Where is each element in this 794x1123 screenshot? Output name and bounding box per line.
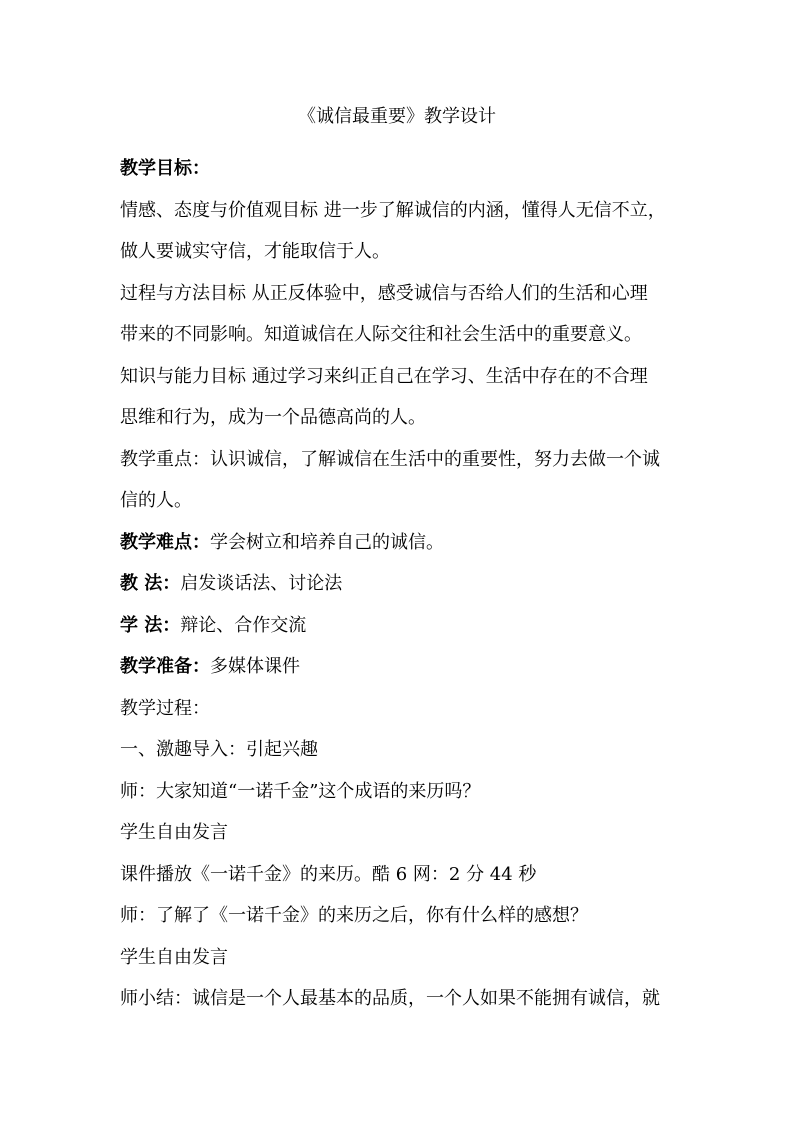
line-text: 学生自由发言 (120, 946, 228, 968)
line-text: 教学重点：认识诚信，了解诚信在生活中的重要性，努力去做一个诚 (120, 448, 660, 470)
line-text: 知识与能力目标 通过学习来纠正自己在学习、生活中存在的不合理 (120, 365, 648, 387)
line-heading: 教学目标： (120, 158, 210, 179)
line-text: 师：了解了《一诺千金》的来历之后，你有什么样的感想？ (120, 905, 588, 926)
paragraph-line (120, 937, 680, 979)
line-text: 师小结：诚信是一个人最基本的品质，一个人如果不能拥有诚信，就 (120, 988, 660, 1009)
paragraph-line (120, 729, 680, 771)
paragraph-line (120, 854, 680, 896)
paragraph-line (120, 314, 680, 356)
paragraph-line (120, 397, 680, 439)
line-text: 教学过程： (120, 697, 210, 719)
paragraph-line (120, 563, 680, 605)
paragraph-line (120, 273, 680, 315)
paragraph-line (120, 190, 680, 232)
paragraph-line (120, 895, 680, 937)
paragraph-line (120, 148, 680, 190)
paragraph-line (120, 771, 680, 813)
document-body (120, 148, 680, 1020)
line-text: 学生自由发言 (120, 822, 228, 843)
line-text: 信的人。 (120, 490, 192, 511)
line-text: 一、激趣导入：引起兴趣 (120, 739, 318, 760)
line-text: 课件播放《一诺千金》的来历。酷 6 网：2 分 44 秒 (120, 863, 537, 885)
line-heading: 教 法： (120, 573, 181, 594)
paragraph-line (120, 978, 680, 1020)
line-text: 过程与方法目标 从正反体验中，感受诚信与否给人们的生活和心理 (120, 282, 648, 304)
line-text: 思维和行为，成为一个品德高尚的人。 (120, 407, 426, 428)
paragraph-line (120, 522, 680, 564)
paragraph-line (120, 605, 680, 647)
paragraph-line (120, 688, 680, 730)
paragraph-line (120, 480, 680, 522)
line-heading: 教学准备： (120, 656, 210, 677)
line-text: 情感、态度与价值观目标 进一步了解诚信的内涵，懂得人无信不立， (120, 199, 666, 221)
line-text: 做人要诚实守信，才能取信于人。 (120, 241, 390, 262)
line-text: 启发谈话法、讨论法 (180, 573, 343, 594)
paragraph-line (120, 439, 680, 481)
paragraph-line (120, 646, 680, 688)
paragraph-line (120, 356, 680, 398)
document-title: 《诚信最重要》教学设计 (298, 106, 496, 127)
line-text: 多媒体课件 (210, 656, 300, 677)
paragraph-line (120, 231, 680, 273)
line-text: 带来的不同影响。知道诚信在人际交往和社会生活中的重要意义。 (120, 324, 642, 345)
line-text: 辩论、合作交流 (180, 614, 307, 636)
paragraph-line (120, 812, 680, 854)
line-text: 师：大家知道“一诺千金”这个成语的来历吗？ (120, 780, 481, 802)
line-heading: 教学难点： (120, 531, 210, 553)
line-text: 学会树立和培养自己的诚信。 (210, 531, 444, 553)
line-heading: 学 法： (120, 614, 181, 636)
